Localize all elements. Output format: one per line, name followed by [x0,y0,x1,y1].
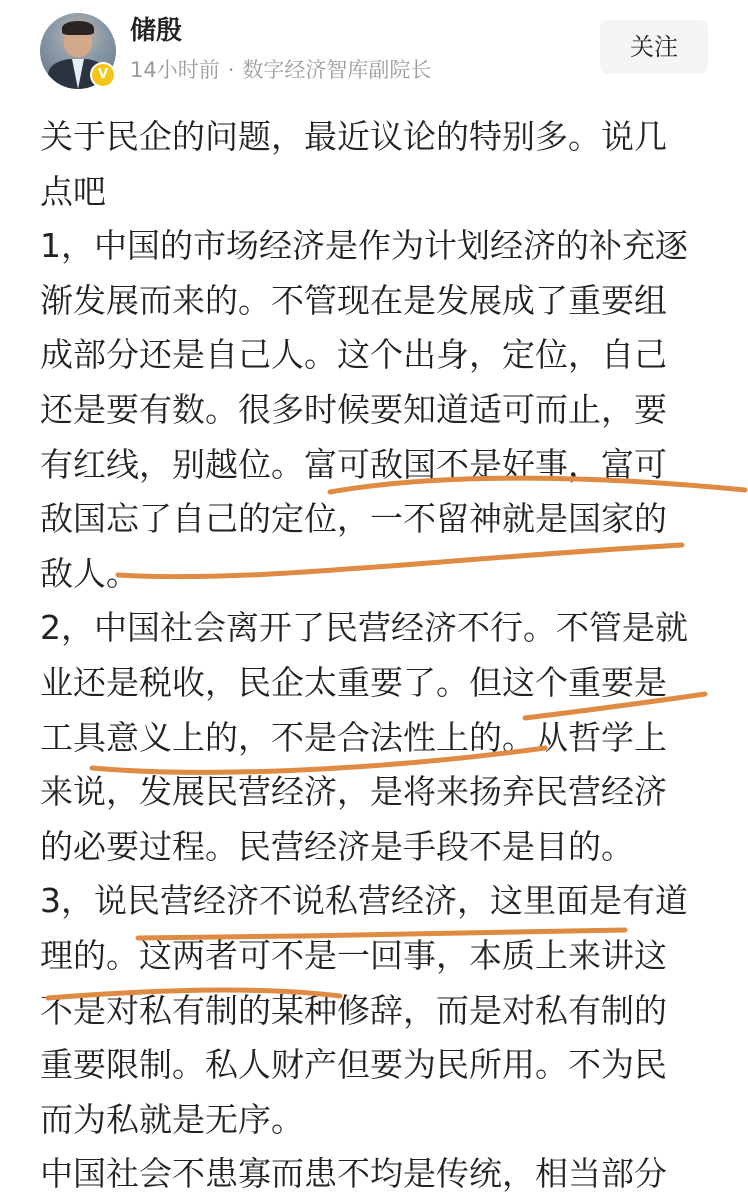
meta-separator: · [227,58,235,82]
post-body [40,110,720,1202]
author-name[interactable]: 储殷 [130,16,183,46]
text-line: 来说，发展民营经济，是将来扬弃民营经济 [40,772,667,812]
verified-v-icon: V [90,62,116,88]
text-line: 不是对私有制的某种修辞，而是对私有制的 [40,990,667,1030]
text-line: 点吧 [40,171,106,211]
text-line: 而为私就是无序。 [40,1099,304,1139]
text-line: 关于民企的问题，最近议论的特别多。说几 [40,117,667,156]
text-line: 中国社会不患寡而患不均是传统，相当部分 [40,1154,667,1194]
text-line: 工具意义上的，不是合法性上的。从哲学上 [40,717,667,757]
text-line: 的必要过程。民营经济是手段不是目的。 [40,826,634,866]
post-meta [130,54,431,84]
text-line: 有红线，别越位。富可敌国不是好事，富可 [40,444,667,484]
text-line: 业还是税收，民企太重要了。但这个重要是 [40,662,667,702]
text-line: 重要限制。私人财产但要为民所用。不为民 [40,1045,667,1085]
text-line: 敌人。 [40,553,139,593]
text-line: 3，说民营经济不说私营经济，这里面是有道 [40,881,688,921]
follow-button[interactable]: 关注 [600,20,708,74]
avatar-hair [62,21,94,35]
text-line: 敌国忘了自己的定位，一不留神就是国家的 [40,499,667,539]
text-line: 还是要有数。很多时候要知道适可而止，要 [40,389,667,429]
post-time: 14小时前 [130,58,220,82]
post-header [0,0,748,100]
text-line: 2，中国社会离开了民营经济不行。不管是就 [40,608,688,648]
author-title: 数字经济智库副院长 [242,58,432,82]
text-line: 成部分还是自己人。这个出身，定位，自己 [40,335,667,375]
text-line: 1，中国的市场经济是作为计划经济的补充逐 [40,226,688,266]
text-line: 理的。这两者可不是一回事，本质上来讲这 [40,935,667,975]
text-line: 渐发展而来的。不管现在是发展成了重要组 [40,280,667,320]
